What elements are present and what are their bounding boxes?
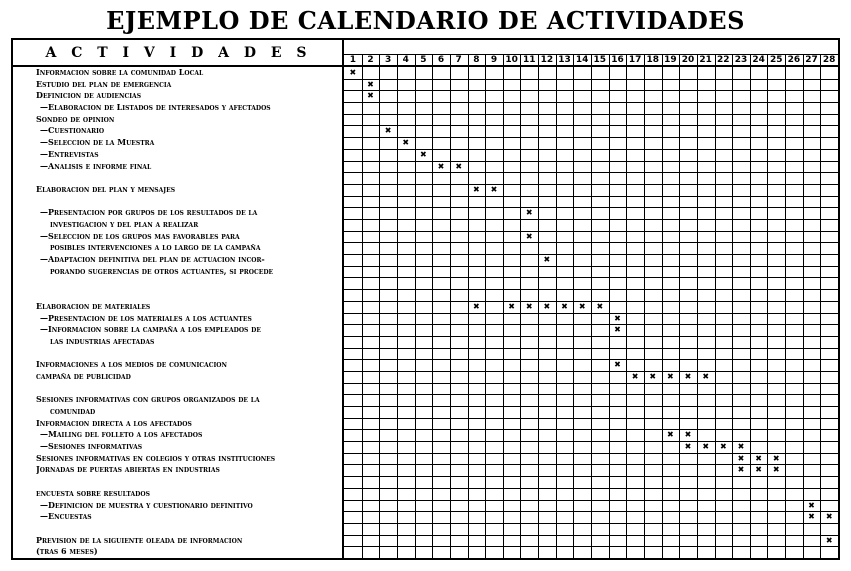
row-line bbox=[344, 277, 838, 278]
day-number: 12 bbox=[540, 55, 554, 65]
schedule-mark: ✖ bbox=[596, 301, 604, 311]
row-line bbox=[344, 406, 838, 407]
day-number: 10 bbox=[505, 55, 518, 65]
day-number: 22 bbox=[717, 55, 730, 65]
activity-label: Informaciones a los medios de comunicacion bbox=[36, 359, 228, 370]
row-line bbox=[344, 535, 838, 536]
column-divider bbox=[342, 40, 344, 558]
day-number: 26 bbox=[787, 55, 801, 65]
schedule-mark: ✖ bbox=[384, 126, 392, 136]
row-line bbox=[344, 90, 838, 91]
schedule-mark: ✖ bbox=[684, 442, 692, 452]
schedule-mark: ✖ bbox=[808, 500, 815, 510]
row-line bbox=[344, 476, 838, 477]
schedule-mark: ✖ bbox=[684, 430, 692, 440]
schedule-mark: ✖ bbox=[684, 371, 692, 381]
day-number: 27 bbox=[805, 55, 818, 65]
day-column-line bbox=[750, 54, 751, 558]
day-column-line bbox=[767, 54, 768, 558]
schedule-mark: ✖ bbox=[755, 465, 762, 475]
row-line bbox=[344, 125, 838, 126]
day-number: 18 bbox=[646, 55, 659, 65]
schedule-mark: ✖ bbox=[702, 442, 710, 452]
day-number: 5 bbox=[420, 55, 427, 65]
activity-label: Elaboracion del plan y mensajes bbox=[36, 183, 176, 194]
activities-header: A C T I V I D A D E S bbox=[45, 44, 312, 61]
row-line bbox=[344, 359, 838, 360]
schedule-mark: ✖ bbox=[702, 371, 710, 381]
activity-label: Estudio del plan de emergencia bbox=[36, 78, 172, 89]
day-number: 15 bbox=[593, 55, 607, 65]
day-column-line bbox=[485, 54, 486, 558]
day-number: 7 bbox=[455, 55, 462, 65]
activity-label: Sesiones informativas con grupos organizados de la bbox=[36, 394, 260, 405]
schedule-mark: ✖ bbox=[561, 301, 568, 311]
activity-label: —Presentacion por grupos de los resultados de la bbox=[40, 207, 258, 218]
schedule-mark: ✖ bbox=[667, 371, 674, 381]
day-column-line bbox=[785, 54, 786, 558]
row-line bbox=[344, 313, 838, 314]
day-number: 17 bbox=[628, 55, 642, 65]
schedule-mark: ✖ bbox=[614, 313, 621, 323]
schedule-mark: ✖ bbox=[578, 301, 586, 311]
row-line bbox=[344, 546, 838, 547]
activity-label: —Entrevistas bbox=[40, 148, 99, 159]
activity-label: (tras 6 meses) bbox=[36, 546, 98, 557]
schedule-mark: ✖ bbox=[543, 255, 551, 265]
schedule-mark: ✖ bbox=[349, 68, 357, 77]
row-line bbox=[344, 500, 838, 501]
schedule-mark: ✖ bbox=[614, 325, 621, 335]
activity-label: campaña de publicidad bbox=[36, 370, 131, 381]
day-number: 9 bbox=[490, 55, 498, 65]
activity-label: —Seleccion de la Muestra bbox=[40, 137, 155, 148]
row-line bbox=[344, 79, 838, 80]
schedule-mark: ✖ bbox=[472, 301, 480, 311]
activity-label: Prevision de la siguiente oleada de informacion bbox=[36, 534, 243, 545]
schedule-mark: ✖ bbox=[367, 79, 374, 89]
schedule-mark: ✖ bbox=[508, 301, 515, 311]
day-column-line bbox=[732, 54, 733, 558]
day-number: 1 bbox=[349, 55, 356, 65]
activity-label: —Seleccion de los grupos mas favorables para bbox=[40, 230, 240, 241]
activity-label: Informacion directa a los afectados bbox=[36, 417, 192, 428]
day-number: 16 bbox=[611, 55, 624, 65]
schedule-mark: ✖ bbox=[825, 535, 833, 545]
row-line bbox=[344, 371, 838, 372]
schedule-mark: ✖ bbox=[667, 430, 674, 440]
activity-label: encuesta sobre resultados bbox=[36, 487, 150, 498]
activity-label: Sesiones informativas en colegios y otras instituciones bbox=[36, 452, 276, 463]
day-column-line bbox=[609, 54, 610, 558]
activity-label: comunidad bbox=[50, 406, 96, 417]
activity-label: las industrias afectadas bbox=[50, 335, 155, 346]
day-column-line bbox=[679, 54, 680, 558]
schedule-mark: ✖ bbox=[737, 465, 745, 475]
schedule-mark: ✖ bbox=[420, 149, 427, 159]
row-line bbox=[344, 383, 838, 384]
day-number: 23 bbox=[734, 55, 748, 65]
day-column-line bbox=[715, 54, 716, 558]
day-column-line bbox=[626, 54, 627, 558]
activity-label: —Adaptacion definitiva del plan de actuacion incor- bbox=[40, 254, 265, 265]
schedule-mark: ✖ bbox=[737, 442, 745, 452]
schedule-mark: ✖ bbox=[825, 512, 833, 522]
row-line bbox=[344, 289, 838, 290]
schedule-mark: ✖ bbox=[437, 161, 445, 171]
day-column-line bbox=[662, 54, 663, 558]
activity-label: —Cuestionario bbox=[40, 125, 105, 136]
schedule-mark: ✖ bbox=[543, 301, 551, 311]
day-number: 2 bbox=[367, 55, 374, 65]
row-line bbox=[344, 207, 838, 208]
activity-label: —Definicion de muestra y cuestionario definitivo bbox=[40, 499, 253, 510]
schedule-mark: ✖ bbox=[631, 371, 639, 381]
row-line bbox=[344, 161, 838, 162]
schedule-mark: ✖ bbox=[402, 138, 410, 148]
row-line bbox=[344, 394, 838, 395]
row-line bbox=[344, 242, 838, 243]
row-line bbox=[344, 254, 838, 255]
schedule-mark: ✖ bbox=[772, 453, 780, 463]
schedule-mark: ✖ bbox=[525, 301, 533, 311]
day-number: 19 bbox=[664, 55, 677, 65]
day-number: 4 bbox=[402, 55, 409, 65]
day-column-line bbox=[397, 54, 398, 558]
schedule-mark: ✖ bbox=[755, 453, 762, 463]
row-line bbox=[344, 196, 838, 197]
activity-label: Elaboracion de materiales bbox=[36, 300, 151, 311]
row-line bbox=[344, 266, 838, 267]
row-line bbox=[344, 172, 838, 173]
day-number: 8 bbox=[473, 55, 480, 65]
schedule-mark: ✖ bbox=[737, 453, 745, 463]
schedule-mark: ✖ bbox=[614, 360, 621, 370]
schedule-mark: ✖ bbox=[808, 512, 815, 522]
row-line bbox=[344, 523, 838, 524]
row-line bbox=[344, 488, 838, 489]
day-number: 25 bbox=[769, 55, 783, 65]
schedule-mark: ✖ bbox=[525, 231, 533, 241]
row-line bbox=[344, 441, 838, 442]
day-number: 21 bbox=[699, 55, 712, 65]
schedule-mark: ✖ bbox=[455, 161, 463, 171]
day-number: 3 bbox=[384, 55, 392, 65]
schedule-mark: ✖ bbox=[472, 184, 480, 194]
schedule-mark: ✖ bbox=[719, 442, 727, 452]
row-line bbox=[344, 102, 838, 103]
page-title: EJEMPLO DE CALENDARIO DE ACTIVIDADES bbox=[106, 6, 745, 35]
row-line bbox=[344, 336, 838, 337]
row-line bbox=[344, 137, 838, 138]
day-column-line bbox=[415, 54, 416, 558]
day-number: 24 bbox=[752, 55, 765, 65]
row-line bbox=[344, 418, 838, 419]
day-number: 6 bbox=[437, 55, 445, 65]
day-number: 13 bbox=[558, 55, 571, 65]
schedule-mark: ✖ bbox=[649, 371, 657, 381]
day-column-line bbox=[644, 54, 645, 558]
row-line bbox=[344, 231, 838, 232]
activity-label: Jornadas de puertas abiertas en industrias bbox=[36, 464, 220, 475]
day-column-line bbox=[450, 54, 451, 558]
activity-label: —Presentacion de los materiales a los actuantes bbox=[40, 312, 252, 323]
schedule-mark: ✖ bbox=[490, 184, 498, 194]
row-line bbox=[344, 511, 838, 512]
day-column-line bbox=[432, 54, 433, 558]
day-column-line bbox=[697, 54, 698, 558]
day-column-line bbox=[803, 54, 804, 558]
activity-label: porando sugerencias de otros actuantes, si procede bbox=[50, 265, 274, 276]
day-column-line bbox=[820, 54, 821, 558]
row-line bbox=[344, 219, 838, 220]
row-line bbox=[344, 184, 838, 185]
row-line bbox=[344, 429, 838, 430]
schedule-mark: ✖ bbox=[367, 91, 374, 101]
schedule-mark: ✖ bbox=[525, 208, 533, 218]
row-line bbox=[344, 324, 838, 325]
row-line bbox=[344, 348, 838, 349]
day-column-line bbox=[362, 54, 363, 558]
row-line bbox=[344, 114, 838, 115]
activity-label: —Elaboracion de Listados de interesados y afectados bbox=[40, 102, 271, 113]
activity-label: —Analisis e informe final bbox=[40, 160, 152, 171]
activity-label: —Informacion sobre la campaña a los empleados de bbox=[40, 324, 261, 335]
activity-label: Informacion sobre la comunidad Local bbox=[36, 67, 204, 77]
activity-label: Definicion de audiencias bbox=[36, 90, 142, 101]
activity-label: posibles intervenciones a lo largo de la campaña bbox=[50, 242, 261, 253]
activity-label: —Encuestas bbox=[40, 511, 92, 522]
day-number: 11 bbox=[522, 55, 536, 65]
activity-label: —Sesiones informativas bbox=[40, 441, 143, 452]
day-number: 20 bbox=[681, 55, 695, 65]
activity-label: —Mailing del folleto a los afectados bbox=[40, 429, 203, 440]
schedule-mark: ✖ bbox=[772, 465, 780, 475]
activity-label: investigacion y del plan a realizar bbox=[50, 218, 199, 229]
day-number: 28 bbox=[822, 55, 836, 65]
activity-label: Sondeo de opinion bbox=[36, 113, 115, 124]
day-number: 14 bbox=[575, 55, 589, 65]
